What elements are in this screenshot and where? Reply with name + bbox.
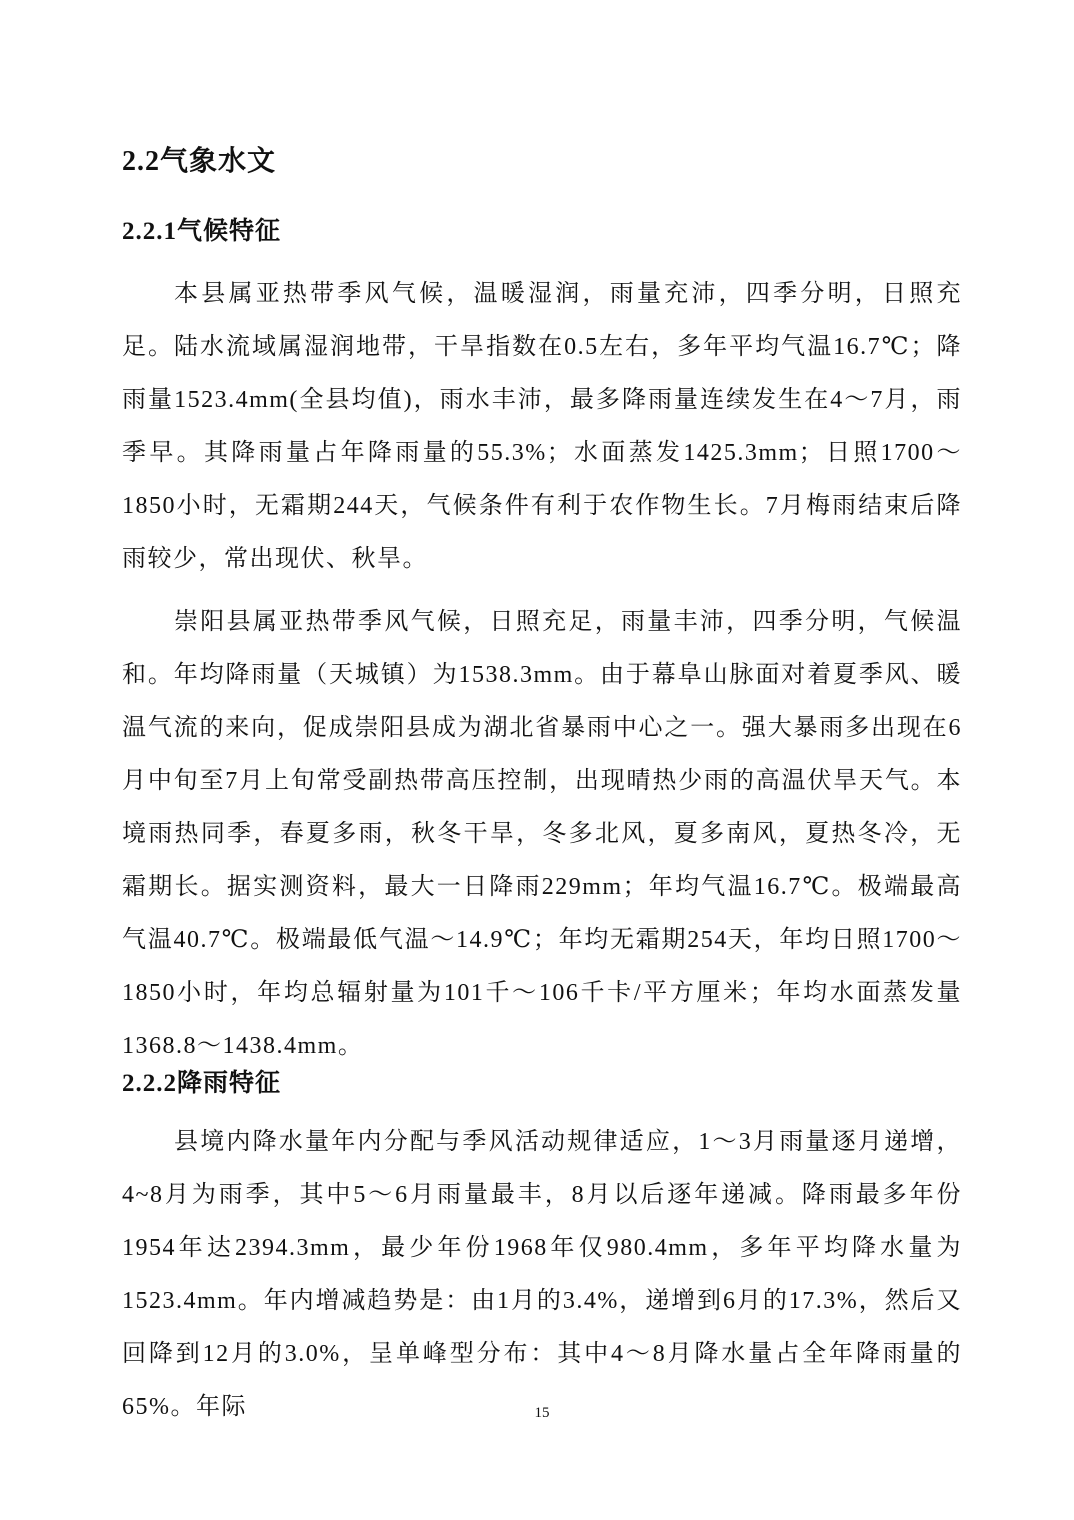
subsection-title-climate: 2.2.1气候特征 (122, 218, 282, 245)
section-title: 2.2气象水文 (122, 146, 277, 177)
document-page (122, 0, 962, 1520)
paragraph-rainfall: 县境内降水量年内分配与季风活动规律适应，1～3月雨量逐月递增，4~8月为雨季，其中5～6月雨量最丰，8月以后逐年递减。降雨最多年份1954年达2394.3mm，最少年份1968年仅980.4mm，多年平均降水量为1523.4mm。年内增减趋势是：由1月的3.4%，递增到6月的17.3%，然后又回降到12月的3.0%，呈单峰型分布：其中4～8月降水量占全年降雨量的65%。年际 (122, 1129, 962, 1420)
paragraph-chongyang-climate: 崇阳县属亚热带季风气候，日照充足，雨量丰沛，四季分明，气候温和。年均降雨量（天城镇）为1538.3mm。由于幕阜山脉面对着夏季风、暖温气流的来向，促成崇阳县成为湖北省暴雨中心之一。强大暴雨多出现在6月中旬至7月上旬常受副热带高压控制，出现晴热少雨的高温伏旱天气。本境雨热同季，春夏多雨，秋冬干旱，冬多北风，夏多南风，夏热冬冷，无霜期长。据实测资料，最大一日降雨229mm；年均气温16.7℃。极端最高气温40.7℃。极端最低气温～14.9℃；年均无霜期254天，年均日照1700～1850小时，年均总辐射量为101千～106千卡/平方厘米；年均水面蒸发量1368.8～1438.4mm。 (122, 609, 962, 1059)
paragraph-county-climate: 本县属亚热带季风气候，温暖湿润，雨量充沛，四季分明，日照充足。陆水流域属湿润地带，干旱指数在0.5左右，多年平均气温16.7℃；降雨量1523.4mm(全县均值)，雨水丰沛，最多降雨量连续发生在4～7月，雨季早。其降雨量占年降雨量的55.3%；水面蒸发1425.3mm；日照1700～1850小时，无霜期244天，气候条件有利于农作物生长。7月梅雨结束后降雨较少，常出现伏、秋旱。 (122, 281, 962, 572)
subsection-title-rainfall: 2.2.2降雨特征 (122, 1070, 282, 1097)
page-number: 15 (534, 1405, 550, 1421)
